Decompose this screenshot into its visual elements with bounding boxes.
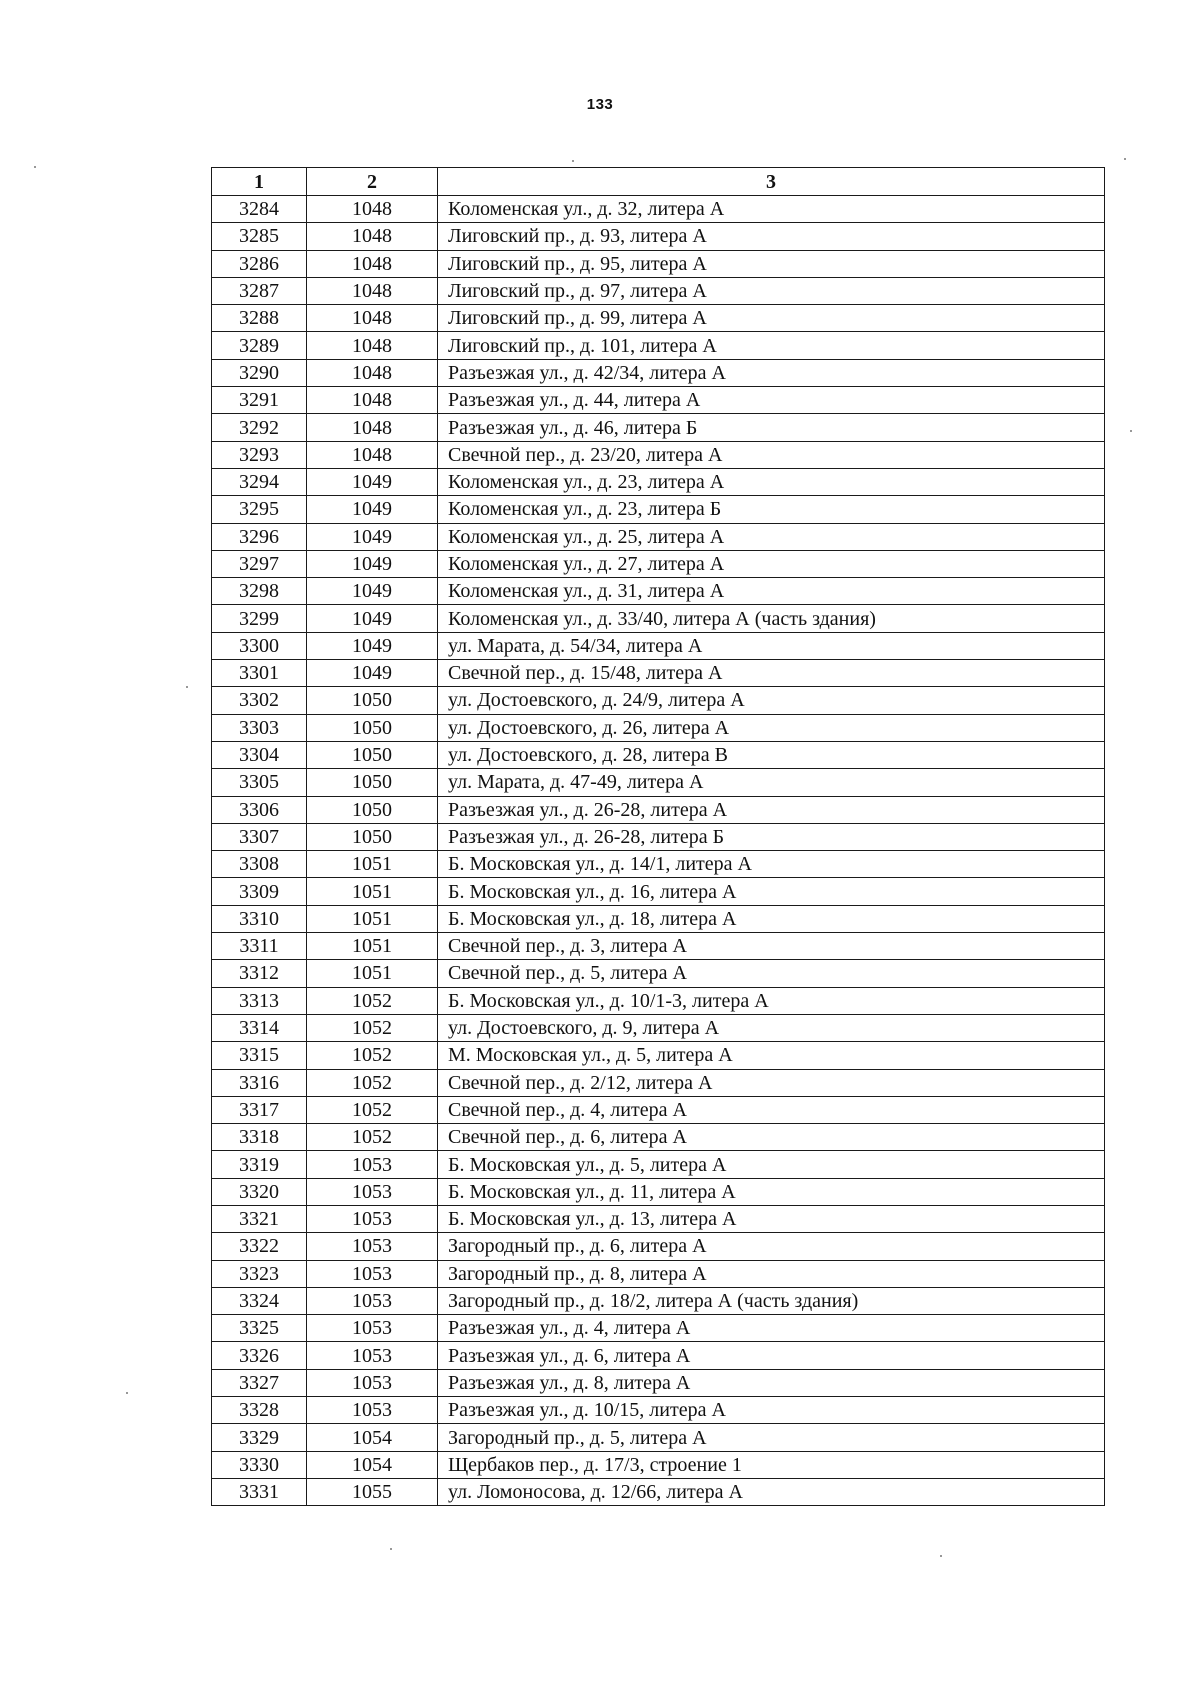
table-row [212,1451,1105,1478]
table-row [212,987,1105,1014]
address-cell: Загородный пр., д. 18/2, литера А (часть здания) [438,1287,1105,1314]
table-row [212,359,1105,386]
table-row [212,741,1105,768]
row-number-cell: 3322 [212,1233,307,1260]
address-cell: ул. Достоевского, д. 9, литера А [438,1014,1105,1041]
table-row [212,1424,1105,1451]
block-number-cell: 1048 [307,441,438,468]
table-row [212,578,1105,605]
address-cell: Разъезжая ул., д. 10/15, литера А [438,1397,1105,1424]
address-cell: Свечной пер., д. 6, литера А [438,1124,1105,1151]
address-cell: Коломенская ул., д. 23, литера Б [438,496,1105,523]
address-cell: Б. Московская ул., д. 10/1-3, литера А [438,987,1105,1014]
table-row [212,196,1105,223]
table-row [212,523,1105,550]
block-number-cell: 1049 [307,632,438,659]
address-cell: Свечной пер., д. 2/12, литера А [438,1069,1105,1096]
block-number-cell: 1049 [307,605,438,632]
address-cell: Коломенская ул., д. 32, литера А [438,196,1105,223]
row-number-cell: 3329 [212,1424,307,1451]
register-table [211,167,1105,1506]
block-number-cell: 1051 [307,851,438,878]
block-number-cell: 1048 [307,305,438,332]
row-number-cell: 3296 [212,523,307,550]
row-number-cell: 3314 [212,1014,307,1041]
block-number-cell: 1049 [307,468,438,495]
address-cell: Загородный пр., д. 6, литера А [438,1233,1105,1260]
table-row [212,441,1105,468]
row-number-cell: 3321 [212,1205,307,1232]
address-cell: Коломенская ул., д. 31, литера А [438,578,1105,605]
column-header-3: 3 [438,168,1105,196]
block-number-cell: 1049 [307,660,438,687]
table-row [212,1315,1105,1342]
block-number-cell: 1050 [307,769,438,796]
address-cell: ул. Достоевского, д. 26, литера А [438,714,1105,741]
scan-speck [940,1555,942,1557]
row-number-cell: 3324 [212,1287,307,1314]
row-number-cell: 3300 [212,632,307,659]
row-number-cell: 3295 [212,496,307,523]
row-number-cell: 3307 [212,823,307,850]
row-number-cell: 3299 [212,605,307,632]
address-cell: Щербаков пер., д. 17/3, строение 1 [438,1451,1105,1478]
row-number-cell: 3317 [212,1096,307,1123]
row-number-cell: 3287 [212,277,307,304]
row-number-cell: 3326 [212,1342,307,1369]
block-number-cell: 1052 [307,1096,438,1123]
row-number-cell: 3331 [212,1478,307,1505]
address-cell: Б. Московская ул., д. 16, литера А [438,878,1105,905]
row-number-cell: 3319 [212,1151,307,1178]
block-number-cell: 1052 [307,987,438,1014]
table-row [212,960,1105,987]
address-cell: Разъезжая ул., д. 4, литера А [438,1315,1105,1342]
row-number-cell: 3301 [212,660,307,687]
table-row [212,387,1105,414]
block-number-cell: 1053 [307,1260,438,1287]
row-number-cell: 3323 [212,1260,307,1287]
table-row [212,1178,1105,1205]
table-row [212,687,1105,714]
block-number-cell: 1053 [307,1233,438,1260]
address-cell: Коломенская ул., д. 23, литера А [438,468,1105,495]
row-number-cell: 3308 [212,851,307,878]
address-cell: Разъезжая ул., д. 46, литера Б [438,414,1105,441]
table-row [212,878,1105,905]
row-number-cell: 3315 [212,1042,307,1069]
scan-speck [34,166,36,168]
block-number-cell: 1050 [307,687,438,714]
row-number-cell: 3327 [212,1369,307,1396]
row-number-cell: 3298 [212,578,307,605]
column-header-2: 2 [307,168,438,196]
scan-speck [126,1392,128,1394]
table-row [212,1397,1105,1424]
address-cell: Свечной пер., д. 3, литера А [438,933,1105,960]
row-number-cell: 3313 [212,987,307,1014]
address-cell: ул. Ломоносова, д. 12/66, литера А [438,1478,1105,1505]
row-number-cell: 3291 [212,387,307,414]
address-cell: Свечной пер., д. 15/48, литера А [438,660,1105,687]
row-number-cell: 3292 [212,414,307,441]
block-number-cell: 1052 [307,1014,438,1041]
table-row [212,250,1105,277]
table-row [212,1151,1105,1178]
table-row [212,277,1105,304]
row-number-cell: 3312 [212,960,307,987]
address-cell: ул. Марата, д. 47-49, литера А [438,769,1105,796]
row-number-cell: 3305 [212,769,307,796]
block-number-cell: 1048 [307,387,438,414]
address-cell: Разъезжая ул., д. 42/34, литера А [438,359,1105,386]
row-number-cell: 3286 [212,250,307,277]
address-cell: Загородный пр., д. 5, литера А [438,1424,1105,1451]
block-number-cell: 1051 [307,878,438,905]
table-row [212,823,1105,850]
block-number-cell: 1048 [307,196,438,223]
address-cell: Лиговский пр., д. 97, литера А [438,277,1105,304]
table-row [212,1069,1105,1096]
table-row [212,1205,1105,1232]
block-number-cell: 1050 [307,796,438,823]
address-cell: Свечной пер., д. 23/20, литера А [438,441,1105,468]
table-row [212,1260,1105,1287]
table-row [212,714,1105,741]
row-number-cell: 3289 [212,332,307,359]
row-number-cell: 3309 [212,878,307,905]
block-number-cell: 1051 [307,960,438,987]
address-cell: ул. Достоевского, д. 24/9, литера А [438,687,1105,714]
page-number: 133 [586,96,614,113]
row-number-cell: 3294 [212,468,307,495]
address-cell: ул. Марата, д. 54/34, литера А [438,632,1105,659]
address-cell: Коломенская ул., д. 27, литера А [438,550,1105,577]
address-cell: Разъезжая ул., д. 26-28, литера Б [438,823,1105,850]
address-cell: Лиговский пр., д. 99, литера А [438,305,1105,332]
block-number-cell: 1053 [307,1315,438,1342]
address-cell: Разъезжая ул., д. 6, литера А [438,1342,1105,1369]
block-number-cell: 1049 [307,550,438,577]
table-body [212,196,1105,1506]
block-number-cell: 1050 [307,741,438,768]
address-cell: Коломенская ул., д. 33/40, литера А (часть здания) [438,605,1105,632]
scan-speck [186,686,188,688]
table-row [212,1342,1105,1369]
block-number-cell: 1049 [307,578,438,605]
address-cell: М. Московская ул., д. 5, литера А [438,1042,1105,1069]
block-number-cell: 1053 [307,1369,438,1396]
address-cell: Свечной пер., д. 4, литера А [438,1096,1105,1123]
row-number-cell: 3290 [212,359,307,386]
row-number-cell: 3284 [212,196,307,223]
block-number-cell: 1048 [307,332,438,359]
table-row [212,550,1105,577]
column-header-1: 1 [212,168,307,196]
block-number-cell: 1050 [307,714,438,741]
block-number-cell: 1053 [307,1397,438,1424]
table-row [212,223,1105,250]
block-number-cell: 1052 [307,1124,438,1151]
table-row [212,1478,1105,1505]
address-cell: Загородный пр., д. 8, литера А [438,1260,1105,1287]
block-number-cell: 1053 [307,1151,438,1178]
scan-speck [572,160,574,162]
block-number-cell: 1054 [307,1451,438,1478]
block-number-cell: 1052 [307,1042,438,1069]
address-cell: Лиговский пр., д. 101, литера А [438,332,1105,359]
block-number-cell: 1053 [307,1287,438,1314]
block-number-cell: 1049 [307,496,438,523]
table-row [212,1233,1105,1260]
address-cell: Лиговский пр., д. 95, литера А [438,250,1105,277]
row-number-cell: 3318 [212,1124,307,1151]
table-row [212,1014,1105,1041]
row-number-cell: 3328 [212,1397,307,1424]
row-number-cell: 3304 [212,741,307,768]
block-number-cell: 1049 [307,523,438,550]
table-row [212,660,1105,687]
table-row [212,769,1105,796]
row-number-cell: 3297 [212,550,307,577]
row-number-cell: 3320 [212,1178,307,1205]
row-number-cell: 3310 [212,905,307,932]
table-row [212,1096,1105,1123]
row-number-cell: 3285 [212,223,307,250]
address-cell: Разъезжая ул., д. 26-28, литера А [438,796,1105,823]
row-number-cell: 3293 [212,441,307,468]
row-number-cell: 3316 [212,1069,307,1096]
block-number-cell: 1048 [307,359,438,386]
table-row [212,468,1105,495]
address-cell: Разъезжая ул., д. 8, литера А [438,1369,1105,1396]
table-row [212,1124,1105,1151]
address-cell: Коломенская ул., д. 25, литера А [438,523,1105,550]
table-row [212,632,1105,659]
table-row [212,332,1105,359]
block-number-cell: 1048 [307,414,438,441]
block-number-cell: 1055 [307,1478,438,1505]
block-number-cell: 1048 [307,223,438,250]
table-row [212,933,1105,960]
table-row [212,851,1105,878]
table-row [212,496,1105,523]
table-row [212,414,1105,441]
row-number-cell: 3325 [212,1315,307,1342]
table-row [212,905,1105,932]
table-row [212,605,1105,632]
row-number-cell: 3330 [212,1451,307,1478]
block-number-cell: 1053 [307,1342,438,1369]
scan-speck [1124,158,1126,160]
block-number-cell: 1048 [307,250,438,277]
address-cell: Б. Московская ул., д. 14/1, литера А [438,851,1105,878]
scan-speck [1130,430,1132,432]
table-header-row [212,168,1105,196]
address-cell: Б. Московская ул., д. 18, литера А [438,905,1105,932]
address-cell: ул. Достоевского, д. 28, литера В [438,741,1105,768]
row-number-cell: 3306 [212,796,307,823]
row-number-cell: 3288 [212,305,307,332]
address-cell: Б. Московская ул., д. 11, литера А [438,1178,1105,1205]
table-row [212,1287,1105,1314]
address-cell: Свечной пер., д. 5, литера А [438,960,1105,987]
address-cell: Б. Московская ул., д. 5, литера А [438,1151,1105,1178]
block-number-cell: 1053 [307,1205,438,1232]
block-number-cell: 1054 [307,1424,438,1451]
scan-speck [390,1548,392,1550]
table-row [212,1042,1105,1069]
address-cell: Б. Московская ул., д. 13, литера А [438,1205,1105,1232]
block-number-cell: 1051 [307,905,438,932]
row-number-cell: 3302 [212,687,307,714]
row-number-cell: 3311 [212,933,307,960]
block-number-cell: 1050 [307,823,438,850]
block-number-cell: 1051 [307,933,438,960]
block-number-cell: 1053 [307,1178,438,1205]
table-row [212,796,1105,823]
block-number-cell: 1048 [307,277,438,304]
row-number-cell: 3303 [212,714,307,741]
table-row [212,1369,1105,1396]
block-number-cell: 1052 [307,1069,438,1096]
address-cell: Разъезжая ул., д. 44, литера А [438,387,1105,414]
address-cell: Лиговский пр., д. 93, литера А [438,223,1105,250]
table-row [212,305,1105,332]
